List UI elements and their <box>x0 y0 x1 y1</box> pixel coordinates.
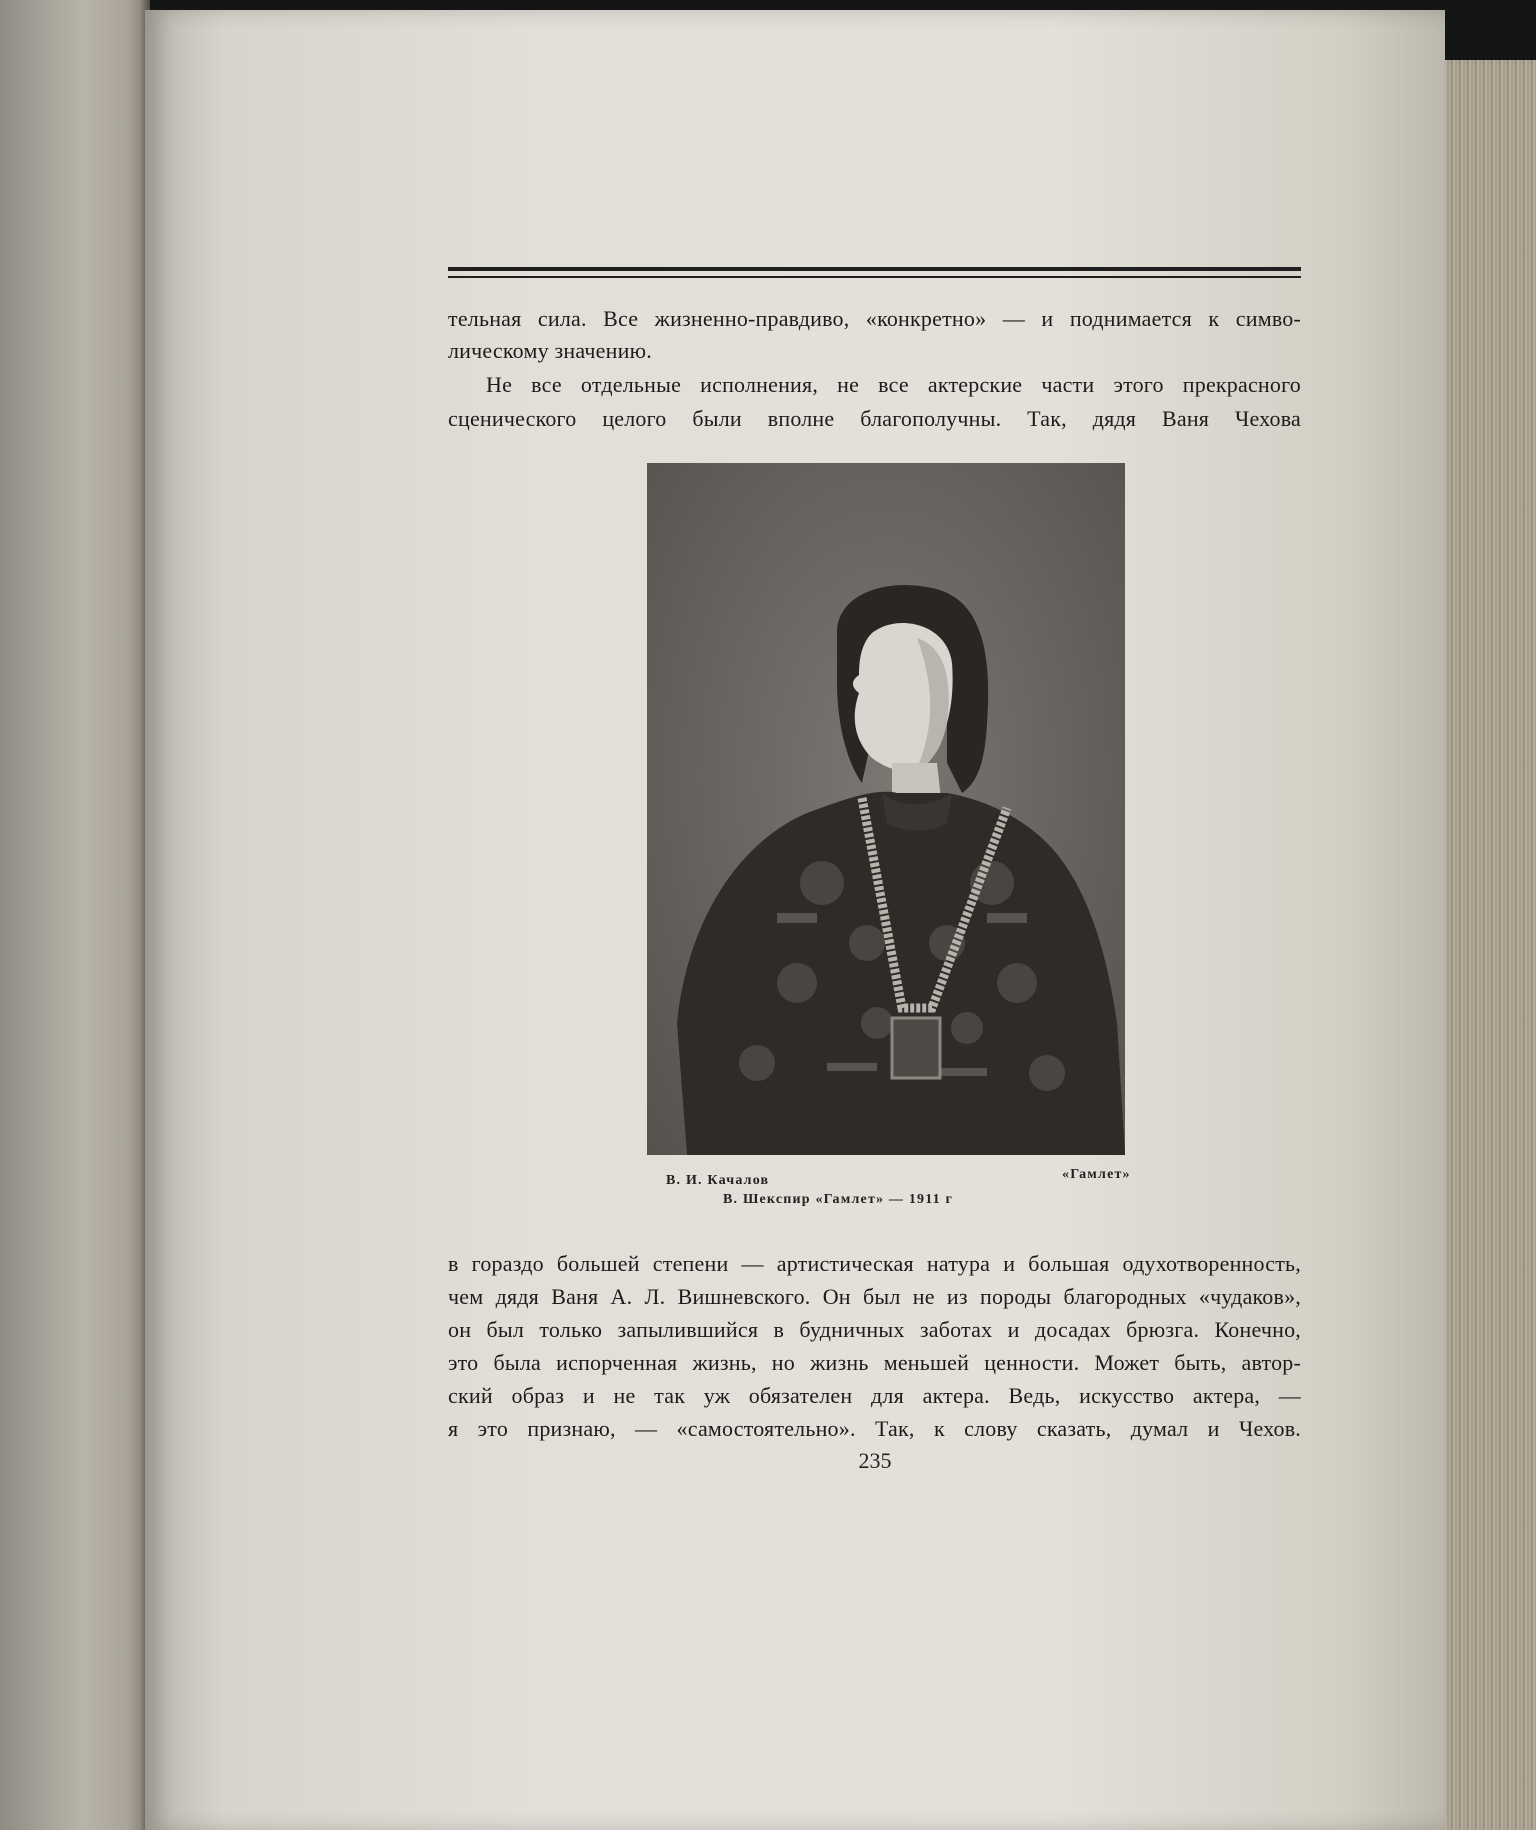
page-number: 235 <box>858 1448 892 1473</box>
facing-left-page <box>0 0 150 1830</box>
text-line: в гораздо большей степени — артистическая натура и большая одухотворенность, <box>448 1251 1301 1276</box>
text-line: ский образ и не так уж обязателен для актера. Ведь, искусство актера, — <box>448 1383 1301 1408</box>
book-page-edges <box>1440 60 1536 1830</box>
header-rule-thin <box>448 276 1301 278</box>
text-line: это была испорченная жизнь, но жизнь меньшей ценности. Может быть, автор- <box>448 1350 1301 1375</box>
text-line: я это признаю, — «самостоятельно». Так, к слову сказать, думал и Чехов. <box>448 1416 1301 1441</box>
text-line: чем дядя Ваня А. Л. Вишневского. Он был не из породы благородных «чудаков», <box>448 1284 1301 1309</box>
text-line: лическому значению. <box>448 338 652 363</box>
book-page <box>145 10 1445 1830</box>
text-line: сценического целого были вполне благополучны. Так, дядя Ваня Чехова <box>448 406 1301 431</box>
text-line: Не все отдельные исполнения, не все актерские части этого прекрасного <box>486 372 1301 397</box>
photo-caption-left: В. И. Качалов <box>666 1173 770 1188</box>
portrait-photo <box>647 463 1125 1155</box>
text-line: он был только запылившийся в будничных заботах и досадах брюзга. Конечно, <box>448 1317 1301 1342</box>
photo-caption-sub: В. Шекспир «Гамлет» — 1911 г <box>723 1192 954 1207</box>
photo-caption-right: «Гамлет» <box>1062 1167 1131 1182</box>
text-line: тельная сила. Все жизненно-правдиво, «конкретно» — и поднимается к симво- <box>448 306 1301 331</box>
header-rule-thick <box>448 267 1301 271</box>
portrait-figure <box>647 463 1125 1155</box>
